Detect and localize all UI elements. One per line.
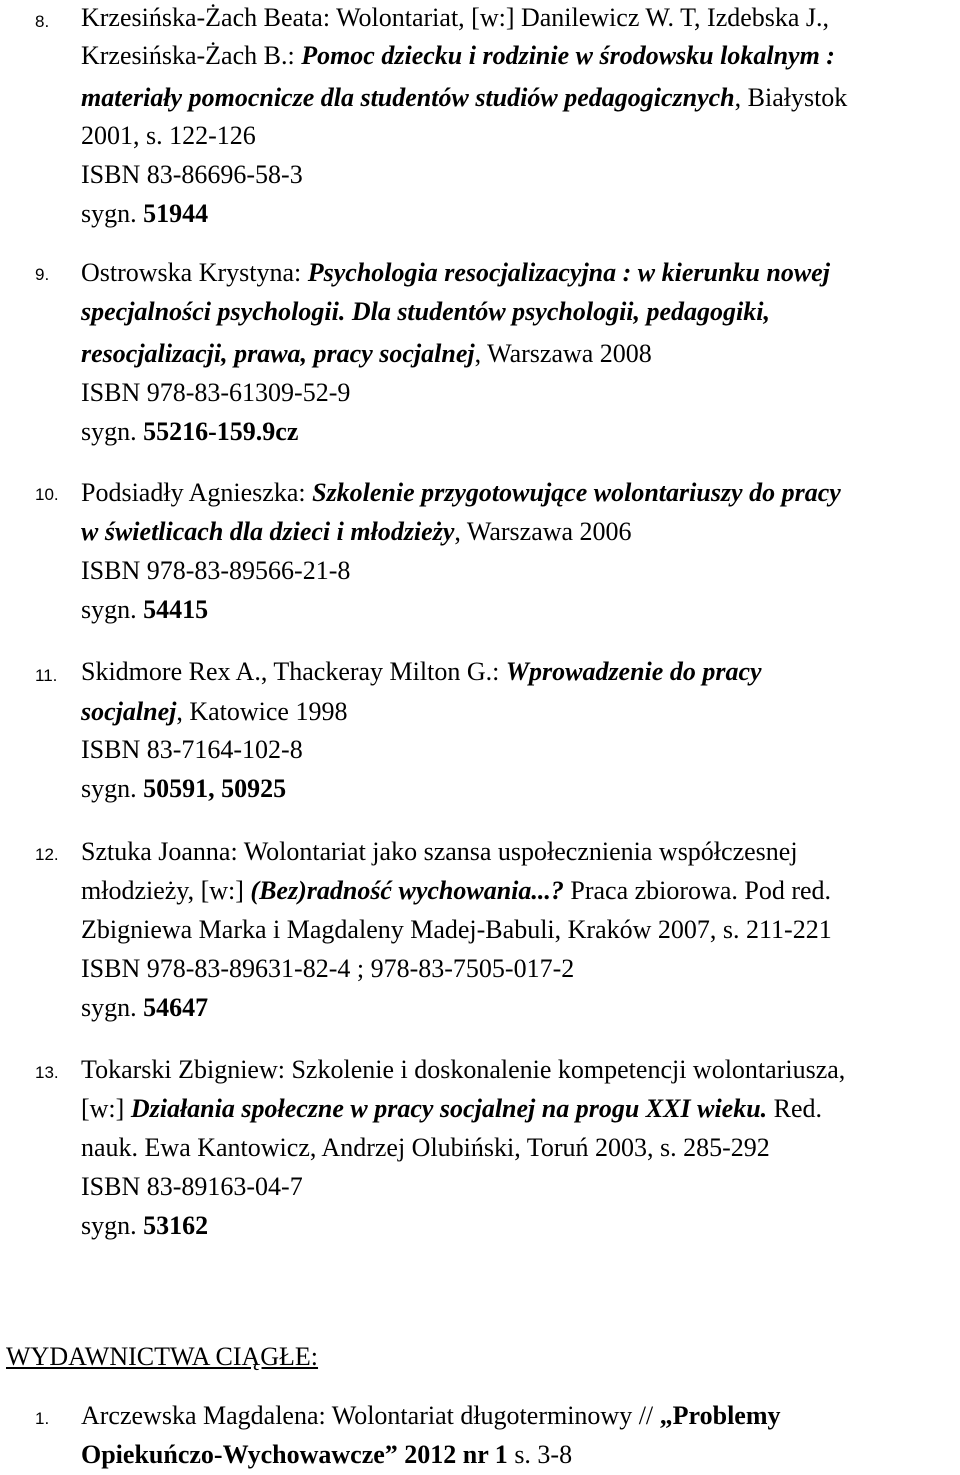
isbn: ISBN 83-7164-102-8 bbox=[81, 735, 303, 764]
section-heading: WYDAWNICTWA CIĄGŁE: bbox=[6, 1342, 319, 1371]
entry-line: Tokarski Zbigniew: Szkolenie i doskonalenie kompetencji wolontariusza, bbox=[81, 1055, 846, 1084]
isbn: ISBN 83-86696-58-3 bbox=[81, 160, 303, 189]
entry-number: 13. bbox=[35, 1063, 59, 1082]
entry-line: Sztuka Joanna: Wolontariat jako szansa uspołecznienia współczesnej bbox=[81, 837, 798, 866]
call-number: sygn. 53162 bbox=[81, 1211, 209, 1240]
entry-line: Skidmore Rex A., Thackeray Milton G.: Wprowadzenie do pracy bbox=[81, 657, 762, 686]
entry-number: 1. bbox=[35, 1409, 50, 1428]
entry-number: 10. bbox=[35, 485, 59, 504]
call-number: sygn. 50591, 50925 bbox=[81, 774, 287, 803]
entry-line: Ostrowska Krystyna: Psychologia resocjalizacyjna : w kierunku nowej bbox=[81, 258, 830, 287]
call-number: sygn. 51944 bbox=[81, 199, 209, 228]
entry-line: [w:] Działania społeczne w pracy socjalnej na progu XXI wieku. Red. bbox=[81, 1094, 823, 1123]
entry-number: 8. bbox=[35, 12, 50, 31]
entry-line: 2001, s. 122-126 bbox=[81, 121, 256, 150]
entry-line: Krzesińska-Żach B.: Pomoc dziecku i rodzinie w środowsku lokalnym : bbox=[81, 41, 835, 70]
isbn: ISBN 83-89163-04-7 bbox=[81, 1172, 303, 1201]
isbn: ISBN 978-83-61309-52-9 bbox=[81, 378, 351, 407]
entry-line: Zbigniewa Marka i Magdaleny Madej-Babuli, Kraków 2007, s. 211-221 bbox=[81, 915, 832, 944]
call-number: sygn. 54647 bbox=[81, 993, 209, 1022]
entry-number: 11. bbox=[35, 666, 58, 685]
call-number: sygn. 54415 bbox=[81, 595, 209, 624]
entry-line: w świetlicach dla dzieci i młodzieży, Warszawa 2006 bbox=[81, 517, 632, 546]
entry-line: Podsiadły Agnieszka: Szkolenie przygotowujące wolontariuszy do pracy bbox=[81, 478, 841, 507]
entry-line: Arczewska Magdalena: Wolontariat długoterminowy // „Problemy bbox=[81, 1401, 781, 1430]
entry-line: specjalności psychologii. Dla studentów psychologii, pedagogiki, bbox=[81, 297, 770, 326]
entry-line: młodzieży, [w:] (Bez)radność wychowania...? Praca zbiorowa. Pod red. bbox=[81, 876, 832, 905]
call-number: sygn. 55216-159.9cz bbox=[81, 417, 299, 446]
entry-line: nauk. Ewa Kantowicz, Andrzej Olubiński, Toruń 2003, s. 285-292 bbox=[81, 1133, 770, 1162]
entry-number: 9. bbox=[35, 265, 50, 284]
entry-line: Krzesińska-Żach Beata: Wolontariat, [w:] Danilewicz W. T, Izdebska J., bbox=[81, 3, 830, 32]
entry-line: Opiekuńczo-Wychowawcze” 2012 nr 1 s. 3-8 bbox=[81, 1440, 573, 1469]
entry-line: resocjalizacji, prawa, pracy socjalnej, Warszawa 2008 bbox=[81, 339, 652, 368]
entry-line: socjalnej, Katowice 1998 bbox=[81, 697, 348, 726]
isbn: ISBN 978-83-89566-21-8 bbox=[81, 556, 351, 585]
entry-line: materiały pomocnicze dla studentów studiów pedagogicznych, Białystok bbox=[81, 83, 848, 112]
entry-number: 12. bbox=[35, 845, 59, 864]
isbn: ISBN 978-83-89631-82-4 ; 978-83-7505-017-2 bbox=[81, 954, 575, 983]
